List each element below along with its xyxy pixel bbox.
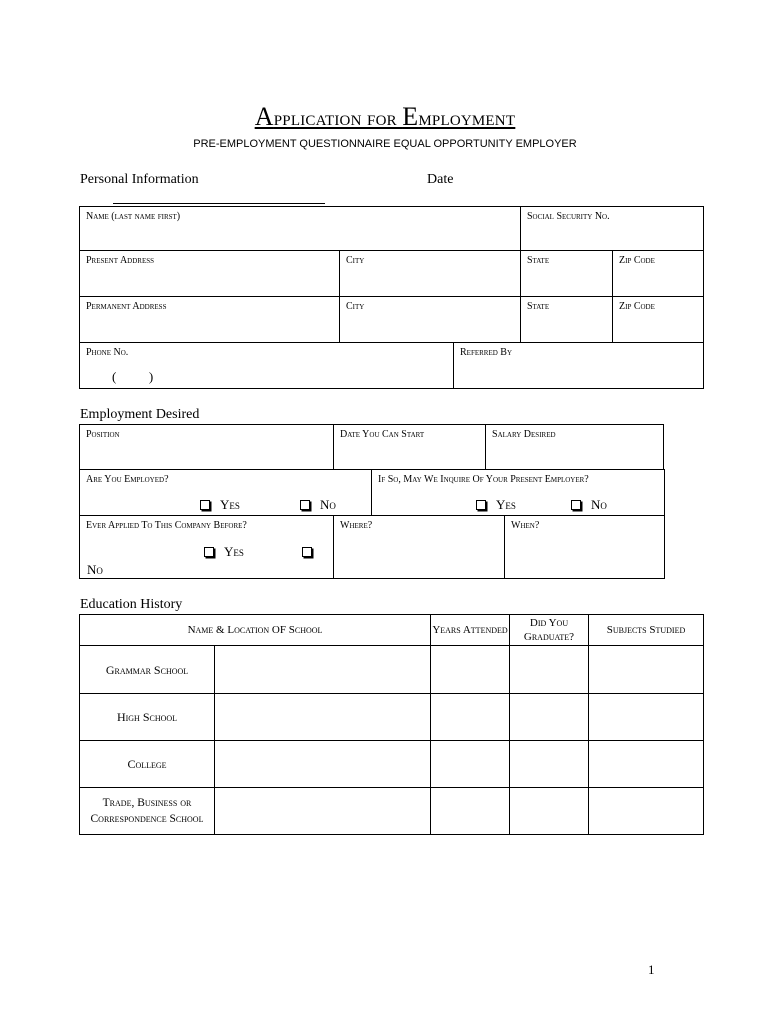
checkbox-icon[interactable] [300,500,310,510]
applied-before-table [79,515,665,579]
permanent-city-field[interactable]: City [340,297,521,343]
high-school-graduate-field[interactable] [510,694,589,741]
employed-yes-option[interactable]: Yes [200,497,240,513]
trade-school-years-field[interactable] [431,788,510,835]
present-zip-field[interactable]: Zip Code [613,251,704,297]
inquire-question: If So, May We Inquire Of Your Present Employer? Yes No [372,470,665,516]
personal-info-underline [113,203,325,204]
page-number: 1 [648,962,655,977]
header-did-you-graduate: Did You Graduate? [510,615,589,646]
trade-school-name-field[interactable] [215,788,431,835]
education-table [79,614,704,835]
employment-desired-heading: Employment Desired [80,407,200,422]
row-label-grammar-school: Grammar School [80,646,215,694]
grammar-school-years-field[interactable] [431,646,510,694]
employed-question: Are You Employed? Yes No [80,470,372,516]
grammar-school-subjects-field[interactable] [589,646,704,694]
header-years-attended: Years Attended [431,615,510,646]
present-state-field[interactable]: State [521,251,613,297]
row-label-trade-school: Trade, Business or Correspondence School [80,788,215,835]
personal-info-heading: Personal Information [80,172,199,187]
when-field[interactable]: When? [505,516,665,579]
personal-info-table [79,206,704,389]
row-label-college: College [80,741,215,788]
where-field[interactable]: Where? [334,516,505,579]
header-subjects-studied: Subjects Studied [589,615,704,646]
grammar-school-name-field[interactable] [215,646,431,694]
permanent-address-field[interactable]: Permanent Address [80,297,340,343]
permanent-zip-field[interactable]: Zip Code [613,297,704,343]
present-city-field[interactable]: City [340,251,521,297]
education-history-heading: Education History [80,597,183,612]
high-school-name-field[interactable] [215,694,431,741]
high-school-subjects-field[interactable] [589,694,704,741]
checkbox-icon[interactable] [302,547,312,557]
trade-school-graduate-field[interactable] [510,788,589,835]
permanent-state-field[interactable]: State [521,297,613,343]
employment-table [79,424,664,470]
trade-school-subjects-field[interactable] [589,788,704,835]
name-field[interactable]: Name (last name first) [80,207,521,251]
present-address-field[interactable]: Present Address [80,251,340,297]
phone-area-code: ( ) [112,369,154,384]
grammar-school-graduate-field[interactable] [510,646,589,694]
ssn-field[interactable]: Social Security No. [521,207,704,251]
employed-no-option[interactable]: No [300,497,336,513]
page-subtitle: PRE-EMPLOYMENT QUESTIONNAIRE EQUAL OPPORTUNITY EMPLOYER [193,138,577,150]
row-label-high-school: High School [80,694,215,741]
checkbox-icon[interactable] [200,500,210,510]
page-title: Application for Employment [254,102,516,131]
checkbox-icon[interactable] [204,547,214,557]
high-school-years-field[interactable] [431,694,510,741]
applied-before-question: Ever Applied To This Company Before? Yes No [80,516,334,579]
inquire-no-option[interactable]: No [571,497,607,513]
phone-field[interactable]: Phone No. ( ) [80,343,454,389]
applied-yes-option[interactable]: Yes [204,544,244,560]
college-years-field[interactable] [431,741,510,788]
referred-by-field[interactable]: Referred By [454,343,704,389]
applied-no-label: No [87,562,103,577]
college-name-field[interactable] [215,741,431,788]
date-label: Date [427,172,454,187]
college-subjects-field[interactable] [589,741,704,788]
college-graduate-field[interactable] [510,741,589,788]
employment-status-table [79,469,665,516]
position-field[interactable]: Position [80,425,334,470]
checkbox-icon[interactable] [571,500,581,510]
applied-no-checkbox[interactable] [302,544,322,560]
salary-field[interactable]: Salary Desired [486,425,664,470]
start-date-field[interactable]: Date You Can Start [334,425,486,470]
checkbox-icon[interactable] [476,500,486,510]
header-name-location: Name & Location OF School [80,615,431,646]
inquire-yes-option[interactable]: Yes [476,497,516,513]
